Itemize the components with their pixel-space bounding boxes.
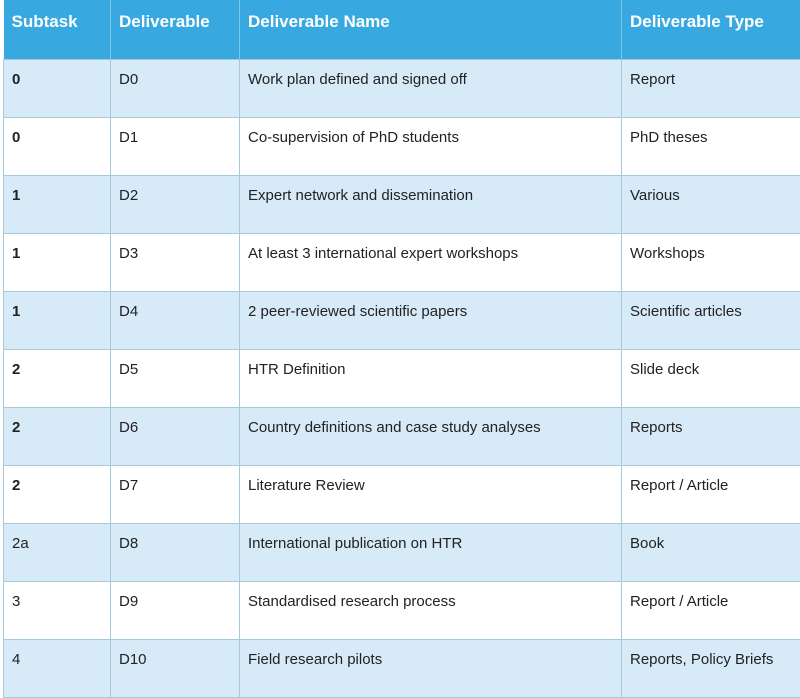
cell-deliverable-type: Various	[622, 175, 800, 233]
cell-subtask: 1	[4, 175, 111, 233]
cell-deliverable-type: Slide deck	[622, 349, 800, 407]
cell-deliverable: D6	[111, 407, 240, 465]
cell-subtask: 4	[4, 639, 111, 697]
cell-deliverable-type: Workshops	[622, 233, 800, 291]
cell-deliverable: D1	[111, 117, 240, 175]
cell-deliverable-type: PhD theses	[622, 117, 800, 175]
cell-subtask: 2	[4, 465, 111, 523]
cell-deliverable: D0	[111, 59, 240, 117]
cell-deliverable-name: Expert network and dissemination	[240, 175, 622, 233]
cell-deliverable-name: Country definitions and case study analyses	[240, 407, 622, 465]
deliverables-table	[3, 0, 800, 698]
cell-deliverable-type: Book	[622, 523, 800, 581]
table-body	[4, 59, 800, 697]
cell-deliverable: D4	[111, 291, 240, 349]
header-deliverable: Deliverable	[111, 0, 240, 59]
cell-deliverable: D7	[111, 465, 240, 523]
cell-deliverable-type: Report / Article	[622, 465, 800, 523]
cell-deliverable-type: Reports	[622, 407, 800, 465]
cell-subtask: 3	[4, 581, 111, 639]
cell-subtask: 1	[4, 291, 111, 349]
cell-deliverable: D8	[111, 523, 240, 581]
cell-deliverable-type: Report / Article	[622, 581, 800, 639]
header-deliverable-name: Deliverable Name	[240, 0, 622, 59]
cell-deliverable-name: International publication on HTR	[240, 523, 622, 581]
cell-deliverable-name: At least 3 international expert workshops	[240, 233, 622, 291]
table-row	[4, 349, 800, 407]
cell-subtask: 2	[4, 407, 111, 465]
cell-subtask: 2	[4, 349, 111, 407]
table-row	[4, 175, 800, 233]
cell-deliverable-name: HTR Definition	[240, 349, 622, 407]
table-row	[4, 59, 800, 117]
cell-deliverable-type: Scientific articles	[622, 291, 800, 349]
cell-deliverable-name: Standardised research process	[240, 581, 622, 639]
header-row	[4, 0, 800, 59]
cell-subtask: 2a	[4, 523, 111, 581]
cell-deliverable-name: Literature Review	[240, 465, 622, 523]
header-subtask: Subtask	[4, 0, 111, 59]
cell-subtask: 1	[4, 233, 111, 291]
table-row	[4, 407, 800, 465]
table-row	[4, 233, 800, 291]
table-header	[4, 0, 800, 59]
cell-deliverable: D10	[111, 639, 240, 697]
table-row	[4, 581, 800, 639]
table-row	[4, 465, 800, 523]
cell-deliverable-type: Reports, Policy Briefs	[622, 639, 800, 697]
table-row	[4, 639, 800, 697]
cell-deliverable: D5	[111, 349, 240, 407]
table-row	[4, 117, 800, 175]
header-deliverable-type: Deliverable Type	[622, 0, 800, 59]
cell-deliverable: D2	[111, 175, 240, 233]
cell-subtask: 0	[4, 59, 111, 117]
cell-deliverable-name: 2 peer-reviewed scientific papers	[240, 291, 622, 349]
cell-deliverable-type: Report	[622, 59, 800, 117]
cell-deliverable-name: Work plan defined and signed off	[240, 59, 622, 117]
cell-deliverable: D3	[111, 233, 240, 291]
cell-deliverable-name: Field research pilots	[240, 639, 622, 697]
cell-deliverable: D9	[111, 581, 240, 639]
cell-subtask: 0	[4, 117, 111, 175]
table-row	[4, 523, 800, 581]
cell-deliverable-name: Co-supervision of PhD students	[240, 117, 622, 175]
table-row	[4, 291, 800, 349]
